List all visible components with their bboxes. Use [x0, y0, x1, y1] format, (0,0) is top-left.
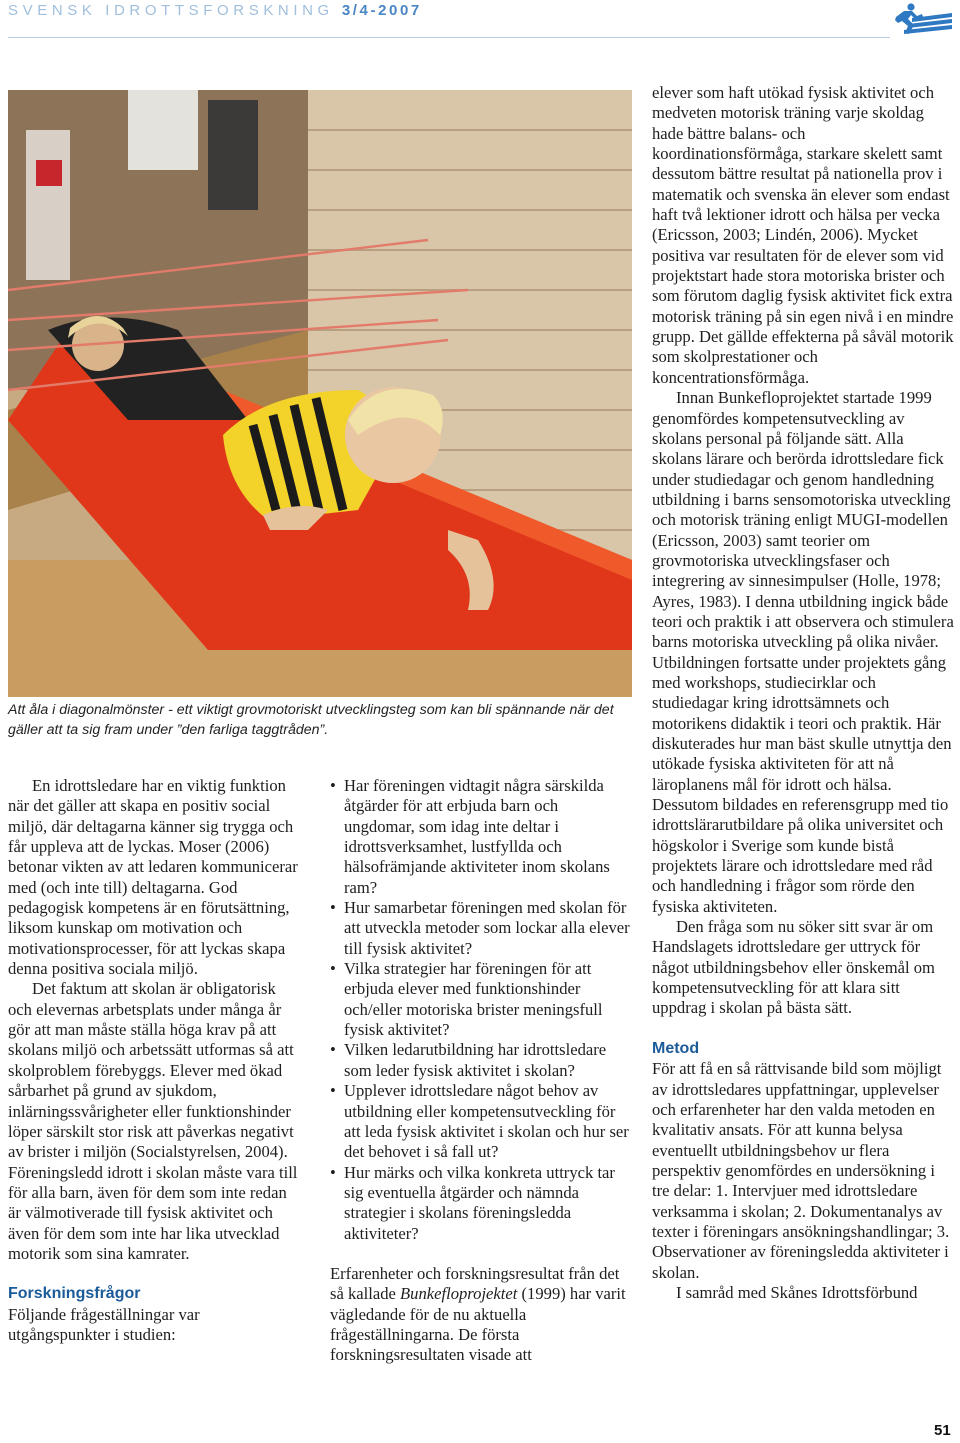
paragraph-text: God pedagogisk kompetens är en förutsättning, liksom kunskap om motivation och motivationsprocesser, för att lyckas skapa denna positiva sociala miljö. [8, 877, 290, 979]
paragraph: Innan Bunkefloprojektet startade 1999 genomfördes kompetensutveckling av skolans personal på följande sätt. Alla skolans lärare och berörda idrottsledare fick under studiedagar och genom handledning utbildning i barns sensomotoriska utveckling och motorisk träning enligt MUGI-modellen (Ericsson, 2003) samt teorier om grovmotoriska utvecklingsfaser och integrering av sinnesimpulser (Holle, 1978; Ayres, 1983). I denna utbildning ingick både teori och praktik i att observera och stimulera barns motoriska utveckling på olika nivåer. Utbildningen fortsatte under projektets gång med workshops, studiecirklar och studiedagar kring idrottsämnets och motorikens didaktik i teori och praktik. Här diskuterades hur man bäst skulle utnyttja den utökade fysiska aktiviteten för att nå läroplanens mål för idrott och hälsa. Dessutom bildades en referensgrupp med tio idrottslärarutbildare på olika universitet och högskolor i Sverige som kunde bistå projektets lärare och idrottsledare med råd och handledning i frågor som rörde den fysiska aktiviteten. [652, 388, 954, 916]
list-item [330, 898, 632, 959]
list-item-text: Har föreningen vidtagit några särskilda åtgärder för att erbjuda barn och ungdomar, som idag inte deltar i idrottsverksamhet, lustfyllda och hälsofrämjande aktiviteter inom skolans ram? [344, 776, 610, 897]
paragraph: I samråd med Skånes Idrottsförbund [676, 1282, 918, 1302]
bullet-icon: • [330, 1081, 336, 1101]
running-athlete-logo-icon [892, 2, 954, 36]
paragraph: För att få en så rättvisande bild som möjligt av idrottsledares uppfattningar, upplevelser och erfarenheter har den valda metoden en kvalitativ ansats. För att kunna belysa eventuellt utbildningsbehov ur flera perspektiv genomfördes en undersökning i tre delar: 1. Intervjuer med idrottsledare verksamma i skolan; 2. Dokumentanalys av texter i föreningars ansökningshandlingar; 3. Observationer av föreningsledda aktiviteter i skolan. [652, 1059, 950, 1282]
bullet-icon: • [330, 959, 336, 979]
section-heading-research-questions: Forskningsfrågor [8, 1285, 141, 1303]
list-item-text: Hur samarbetar föreningen med skolan för att utveckla metoder som lockar alla elever till fysisk aktivitet? [344, 898, 630, 958]
issue-number: 3/4-2007 [341, 2, 422, 19]
project-name: Bunkefloprojektet [400, 1284, 518, 1304]
list-item [330, 1040, 632, 1081]
list-item [330, 959, 632, 1040]
list-item-text: Vilka strategier har föreningen för att erbjuda elever med funktionshinder och/eller motoriska brister meningsfull fysisk aktivitet? [344, 959, 603, 1040]
photo-caption: Att åla i diagonalmönster - ett viktigt grovmotoriskt utvecklingsteg som kan bli spännande när det gäller att ta sig fram under ”den farliga taggtråden”. [8, 702, 614, 738]
list-item-text: Vilken ledarutbildning har idrottsledare som leder fysisk aktivitet i skolan? [344, 1040, 607, 1080]
text-column-1 [8, 776, 300, 1345]
header-rule [8, 37, 890, 38]
paragraph: elever som haft utökad fysisk aktivitet och medveten motorisk träning varje skoldag hade bättre balans- och koordinationsförmåga, starkare skelett samt dessutom bättre resultat på nationella prov i matematik och svenska än elever som endast haft två lektioner idrott och hälsa per vecka (Ericsson, 2003; Lindén, 2006). Mycket positiva var resultaten för de elever som vid projektstart hade stora motoriska brister och som förutom daglig fysisk aktivitet fick extra motorisk träning på sin egen nivå i en mindre grupp. Det gällde effekterna på såväl motorik som skolprestationer och koncentrationsförmåga. [652, 83, 954, 387]
list-item [330, 1081, 632, 1162]
paragraph-text: En idrottsledare har en viktig funktion när det gäller att skapa en positiv social miljö, där deltagarna känner sig trygga och får uppleva att de lyckas. Moser (2006) betonar vikten av att ledaren kommunicerar med (och inte till) deltagarna. [8, 776, 298, 897]
paragraph [330, 1264, 632, 1366]
text-column-3 [652, 83, 956, 1303]
running-header [8, 2, 422, 26]
journal-title: SVENSK IDROTTSFORSKNING [8, 2, 334, 19]
list-item-text: Upplever idrottsledare något behov av utbildning eller kompetensutveckling för att leda fysisk aktivitet i skolan och hur ser det behovet i så fall ut? [344, 1081, 629, 1162]
paragraph-text: Erfarenheter och forskningsresultat från det så kallade [330, 1263, 620, 1304]
paragraph-text: (1999) har varit vägledande för de nu aktuella frågeställningarna. De första forskningsresultaten visade att [330, 1284, 626, 1365]
text-column-2 [330, 776, 632, 1366]
bullet-icon: • [330, 1040, 336, 1060]
paragraph [8, 776, 300, 979]
list-item [330, 776, 632, 898]
paragraph: Det faktum att skolan är obligatorisk och elevernas arbetsplats under många år gör att man måste ställa höga krav på att skolans miljö och arbetssätt utformas så att skolproblem förebyggs. Elever med ökad sårbarhet på grund av sjukdom, inlärningssvårigheter eller funktionshinder löper särskilt stor risk att påverkas negativt av brister i miljön (Socialstyrelsen, 2004). Föreningsledd idrott i skolan måste vara till för alla barn, även för dem som inte redan är välmotiverade till fysisk aktivitet och även för dem som inte har lika utvecklad motorik som sina kamrater. [8, 979, 298, 1263]
bullet-icon: • [330, 898, 336, 918]
list-item [330, 1163, 632, 1244]
photo-child-crawling [8, 90, 632, 697]
page-number: 51 [934, 1422, 951, 1439]
list-item-text: Hur märks och vilka konkreta uttryck tar sig eventuella åtgärder och nämnda strategier i skolans föreningsledda aktiviteter? [344, 1162, 615, 1243]
bullet-icon: • [330, 1162, 336, 1182]
research-question-list [330, 776, 632, 1244]
bullet-icon: • [330, 776, 336, 795]
paragraph: Följande frågeställningar var utgångspunkter i studien: [8, 1304, 200, 1344]
section-heading-method: Metod [652, 1039, 700, 1057]
paragraph: Den fråga som nu söker sitt svar är om Handslagets idrottsledare ger uttryck för något utbildningsbehov eller önskemål om kompetensutveckling för att klara sitt uppdrag i skolan på bästa sätt. [652, 917, 935, 1018]
